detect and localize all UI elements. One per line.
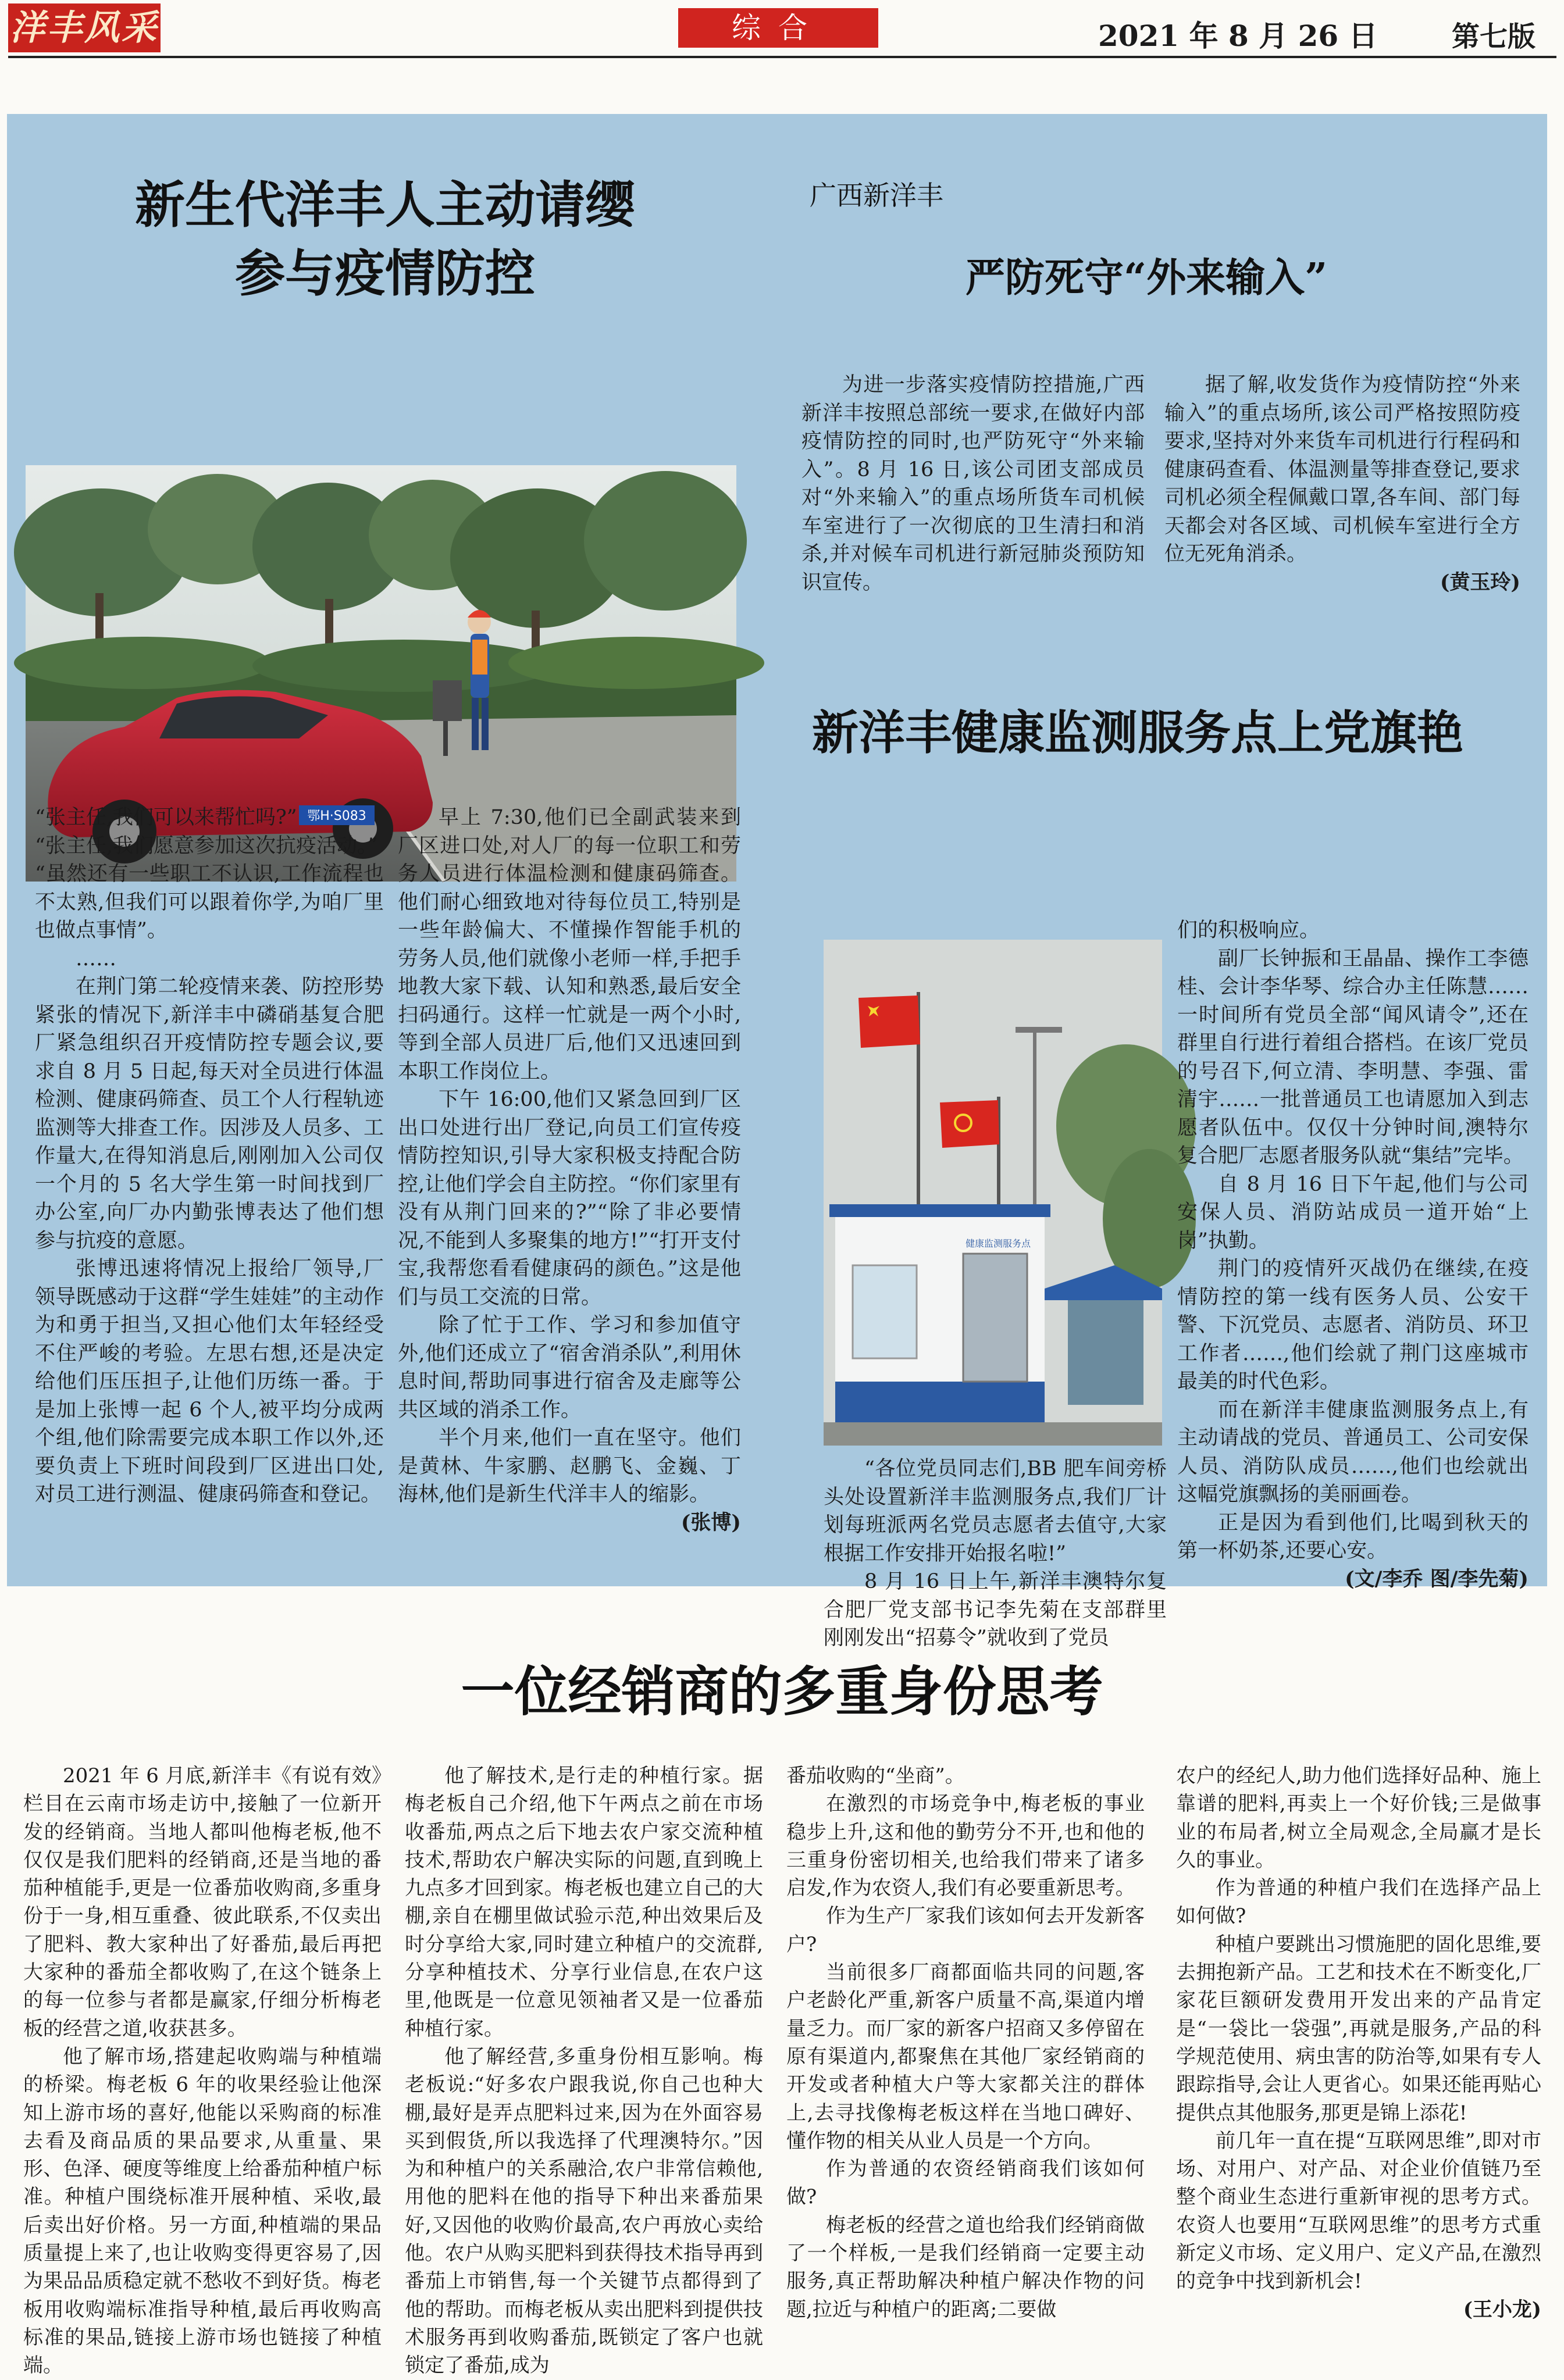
article4-paragraph: 梅老板的经营之道也给我们经销商做了一个样板,一是我们经销商一定要主动服务,真正帮助解决种植户解决作物的问题,拉近与种植户的距离;二要做 (786, 2213, 1145, 2321)
article1-title-line1: 新生代洋丰人主动请缨 (135, 176, 635, 234)
article3-paragraph: 荆门的疫情歼灭战仍在继续,在疫情防控的第一线有医务人员、公安干警、下沉党员、志愿者、消防员、环卫工作者……,他们绘就了荆门这座城市最美的时代色彩。 (1177, 1257, 1529, 1393)
article1-paragraph: 在荆门第二轮疫情来袭、防控形势紧张的情况下,新洋丰中磷硝基复合肥厂紧急组织召开疫情防控专题会议,要求自 8 月 5 日起,每天对全员进行体温检测、健康码筛查、员工个人行程轨迹监测等大排查工作。因涉及人员多、工作量大,在得知消息后,刚刚加入公司仅一个月的 5 名大学生第一时间找到厂办公室,向厂办内勤张博表达了他们想参与抗疫的意愿。 (35, 975, 384, 1253)
article4-paragraph: 在激烈的市场竞争中,梅老板的事业稳步上升,这和他的勤劳分不开,也和他的三重身份密切相关,也给我们带来了诸多启发,作为农资人,我们有必要重新思考。 (786, 1792, 1145, 1900)
article2-paragraph: 为进一步落实疫情防控措施,广西新洋丰按照总部统一要求,在做好内部疫情防控的同时,也严防死守“外来输入”。8 月 16 日,该公司团支部成员对“外来输入”的重点场所货车司机候车室进行了一次彻底的卫生清扫和消杀,并对候车司机进行新冠肺炎预防知识宣传。 (801, 373, 1145, 594)
section-label: 综合 (678, 8, 878, 48)
article3-paragraph: 们的积极响应。 (1177, 919, 1320, 942)
issue-date: 2021 年 8 月 26 日 (1098, 19, 1378, 53)
article4-paragraph: 种植户要跳出习惯施肥的固化思维,要去拥抱新产品。工艺和技术在不断变化,厂家花巨额研发费用开发出来的产品肯定是“一袋比一袋强”,再就是服务,产品的科学规范使用、病虫害的防治等,如果有专人跟踪指导,会让人更省心。如果还能再贴心提供点其他服务,那更是锦上添花! (1176, 1932, 1541, 2125)
article2-column2 (1164, 371, 1520, 597)
booth-sign: 健康监测服务点 (965, 1238, 1031, 1249)
article1-paragraph: 下午 16:00,他们又紧急回到厂区出口处进行出厂登记,向员工们宣传疫情防控知识,引导大家积极支持配合防控,让他们学会自主防控。“你们家里有没有从荆门回来的?”“除了非必要情况,不能到人多聚集的地方!”“打开支付宝,我帮您看看健康码的颜色。”这是他们与员工交流的日常。 (398, 1088, 741, 1309)
article3-paragraph: 而在新洋丰健康监测服务点上,有主动请战的党员、普通员工、公司安保人员、消防队成员……,他们也绘就出这幅党旗飘扬的美丽画卷。 (1177, 1398, 1529, 1506)
article4-paragraph: 农户的经纪人,助力他们选择好品种、施上靠谱的肥料,再卖上一个好价钱;三是做事业的布局者,树立全局观念,全局赢才是长久的事业。 (1176, 1764, 1541, 1872)
article1-paragraph: 早上 7:30,他们已全副武装来到厂区进口处,对人厂的每一位职工和劳务人员进行体温检测和健康码筛查。他们耐心细致地对待每位员工,特别是一些年龄偏大、不懂操作智能手机的劳务人员,他们就像小老师一样,手把手地教大家下载、认知和熟悉,最后安全扫码通行。这样一忙就是一两个小时,等到全部人员进厂后,他们又迅速回到本职工作岗位上。 (398, 806, 741, 1083)
article3-column1 (824, 1455, 1167, 1653)
article3-photo (824, 940, 1162, 1446)
article1-paragraph: …… (76, 947, 116, 970)
article4-byline: (王小龙) (1463, 2297, 1541, 2321)
article1-byline: (张博) (681, 1510, 741, 1535)
article4-column4 (1176, 1762, 1541, 2324)
article1-paragraph: 除了忙于工作、学习和参加值守外,他们还成立了“宿舍消杀队”,利用休息时间,帮助同事进行宿舍及走廊等公共区域的消杀工作。 (398, 1314, 741, 1422)
article1-column1 (35, 804, 384, 1509)
article2-kicker: 广西新洋丰 (810, 180, 943, 211)
article3-paragraph: 自 8 月 16 日下午起,他们与公司安保人员、消防站成员一道开始“上岗”执勤。 (1177, 1172, 1529, 1253)
article1-paragraph: “张主任,我们愿意参加这次抗疫活动。” (35, 834, 378, 858)
masthead-rule (8, 56, 1556, 58)
article1-column2 (398, 804, 741, 1537)
article2-paragraph: 据了解,收发货作为疫情防控“外来输入”的重点场所,该公司严格按照防疫要求,坚持对外来货车司机进行行程码和健康码查看、体温测量等排查登记,要求司机必须全程佩戴口罩,各车间、部门每天都会对各区域、司机候车室进行全方位无死角消杀。 (1164, 373, 1520, 566)
article3-paragraph: 8 月 16 日上午,新洋丰澳特尔复合肥厂党支部书记李先菊在支部群里刚刚发出“招募令”就收到了党员 (824, 1570, 1167, 1650)
article4-column1 (23, 1762, 382, 2380)
masthead-logo: 洋丰风采 (8, 3, 161, 52)
article1-paragraph: “张主任,我们可以来帮忙吗?” (35, 806, 297, 829)
article4-column3 (786, 1762, 1145, 2324)
article2-column1 (801, 371, 1145, 597)
edition-number: 第七版 (1452, 20, 1536, 53)
article3-byline: (文/李乔 图/李先菊) (1345, 1567, 1529, 1591)
article4-headline: 一位经销商的多重身份思考 (461, 1661, 1103, 1723)
article1-paragraph: 张博迅速将情况上报给厂领导,厂领导既感动于这群“学生娃娃”的主动作为和勇于担当,又担心他们太年轻经受不住严峻的考验。左思右想,还是决定给他们压压担子,让他们历练一番。于是加上张博一起 6 个人,被平均分成两个组,他们除需要完成本职工作以外,还要负责上下班时间段到厂区进出口处,对员工进行测温、健康码筛查和登记。 (35, 1257, 384, 1506)
article1-paragraph: “虽然还有一些职工不认识,工作流程也不太熟,但我们可以跟着你学,为咱厂里也做点事情”。 (35, 862, 384, 942)
car-plate: 鄂H·S083 (307, 809, 366, 823)
article3-paragraph: 副厂长钟振和王晶晶、操作工李德桂、会计李华琴、综合办主任陈慧……一时间所有党员全部“闻风请令”,还在群里自行进行着组合搭档。在该厂党员的号召下,何立清、李明慧、李强、雷清宇……一批普通员工也请愿加入到志愿者队伍中。仅仅十分钟时间,澳特尔复合肥厂志愿者服务队就“集结”完毕。 (1177, 947, 1529, 1168)
article4-paragraph: 2021 年 6 月底,新洋丰《有说有效》栏目在云南市场走访中,接触了一位新开发的经销商。当地人都叫他梅老板,他不仅仅是我们肥料的经销商,还是当地的番茄种植能手,更是一位番茄收购商,多重身份于一身,相互重叠、彼此联系,不仅卖出了肥料、教大家种出了好番茄,最后再把大家种的番茄全都收购了,在这个链条上的每一位参与者都是赢家,仔细分析梅老板的经营之道,收获甚多。 (23, 1764, 382, 2040)
article4-paragraph: 作为生产厂家我们该如何去开发新客户? (786, 1904, 1145, 1956)
article4-paragraph: 作为普通的种植户我们在选择产品上如何做? (1176, 1876, 1541, 1928)
article1-headline (42, 171, 728, 308)
article4-paragraph: 他了解经营,多重身份相互影响。梅老板说:“好多农户跟我说,你自己也种大棚,最好是弄点肥料过来,因为在外面容易买到假货,所以我选择了代理澳特尔。”因为和种植户的关系融洽,农户非常信赖他,用他的肥料在他的指导下种出来番茄果好,又因他的收购价最高,农户再放心卖给他。农户从购买肥料到获得技术指导再到番茄上市销售,每一个关键节点都得到了他的帮助。而梅老板从卖出肥料到提供技术服务再到收购番茄,既锁定了客户也就锁定了番茄,成为 (405, 2044, 763, 2378)
article4-column2 (405, 1762, 763, 2380)
article4-paragraph: 番茄收购的“坐商”。 (786, 1764, 965, 1787)
article4-paragraph: 作为普通的农资经销商我们该如何做? (786, 2157, 1145, 2209)
article4-paragraph: 前几年一直在提“互联网思维”,即对市场、对用户、对产品、对企业价值链乃至整个商业生态进行重新审视的思考方式。农资人也要用“互联网思维”的思考方式重新定义市场、定义用户、定义产品,在激烈的竞争中找到新机会! (1176, 2129, 1541, 2293)
article2-byline: (黄玉玲) (1440, 570, 1520, 594)
article4-paragraph: 他了解技术,是行走的种植行家。据梅老板自己介绍,他下午两点之前在市场收番茄,两点之后下地去农户家交流种植技术,帮助农户解决实际的问题,直到晚上九点多才回到家。梅老板也建立自己的大棚,亲自在棚里做试验示范,种出效果后及时分享给大家,同时建立种植户的交流群,分享种植技术、分享行业信息,在农户这里,他既是一位意见领袖者又是一位番茄种植行家。 (405, 1764, 763, 2040)
article3-column2 (1177, 916, 1529, 1593)
article4-paragraph: 当前很多厂商都面临共同的问题,客户老龄化严重,新客户质量不高,渠道内增量乏力。而厂家的新客户招商又多停留在原有渠道内,都聚焦在其他厂家经销商的开发或者种植大户等大家都关注的群体上,去寻找像梅老板这样在当地口碑好、懂作物的相关从业人员是一个方向。 (786, 1961, 1145, 2153)
article1-paragraph: 半个月来,他们一直在坚守。他们是黄林、牛家鹏、赵鹏飞、金巍、丁海林,他们是新生代洋丰人的缩影。 (398, 1426, 741, 1506)
article2-headline: 严防死守“外来输入” (966, 255, 1328, 301)
article1-title-line2: 参与疫情防控 (235, 245, 535, 303)
feature-panel (7, 114, 1547, 1650)
article3-headline: 新洋丰健康监测服务点上党旗艳 (812, 705, 1463, 760)
monitoring-booth-image (824, 940, 1162, 1446)
article3-paragraph: “各位党员同志们,BB 肥车间旁桥头处设置新洋丰监测服务点,我们厂计划每班派两名党员志愿者去值守,大家根据工作安排开始报名啦!” (824, 1457, 1167, 1565)
article3-paragraph: 正是因为看到他们,比喝到秋天的第一杯奶茶,还要心安。 (1177, 1511, 1529, 1562)
article4-paragraph: 他了解市场,搭建起收购端与种植端的桥梁。梅老板 6 年的收果经验让他深知上游市场的喜好,他能以采购商的标准去看及商品质的果品要求,从重量、果形、色泽、硬度等维度上给番茄种植户标准。种植户围绕标准开展种植、采收,最后卖出好价格。另一方面,种植端的果品质量提上来了,也让收购变得更容易了,因为果品品质稳定就不愁收不到好货。梅老板用收购端标准指导种植,最后再收购高标准的果品,链接上游市场也链接了种植端。 (23, 2044, 382, 2378)
